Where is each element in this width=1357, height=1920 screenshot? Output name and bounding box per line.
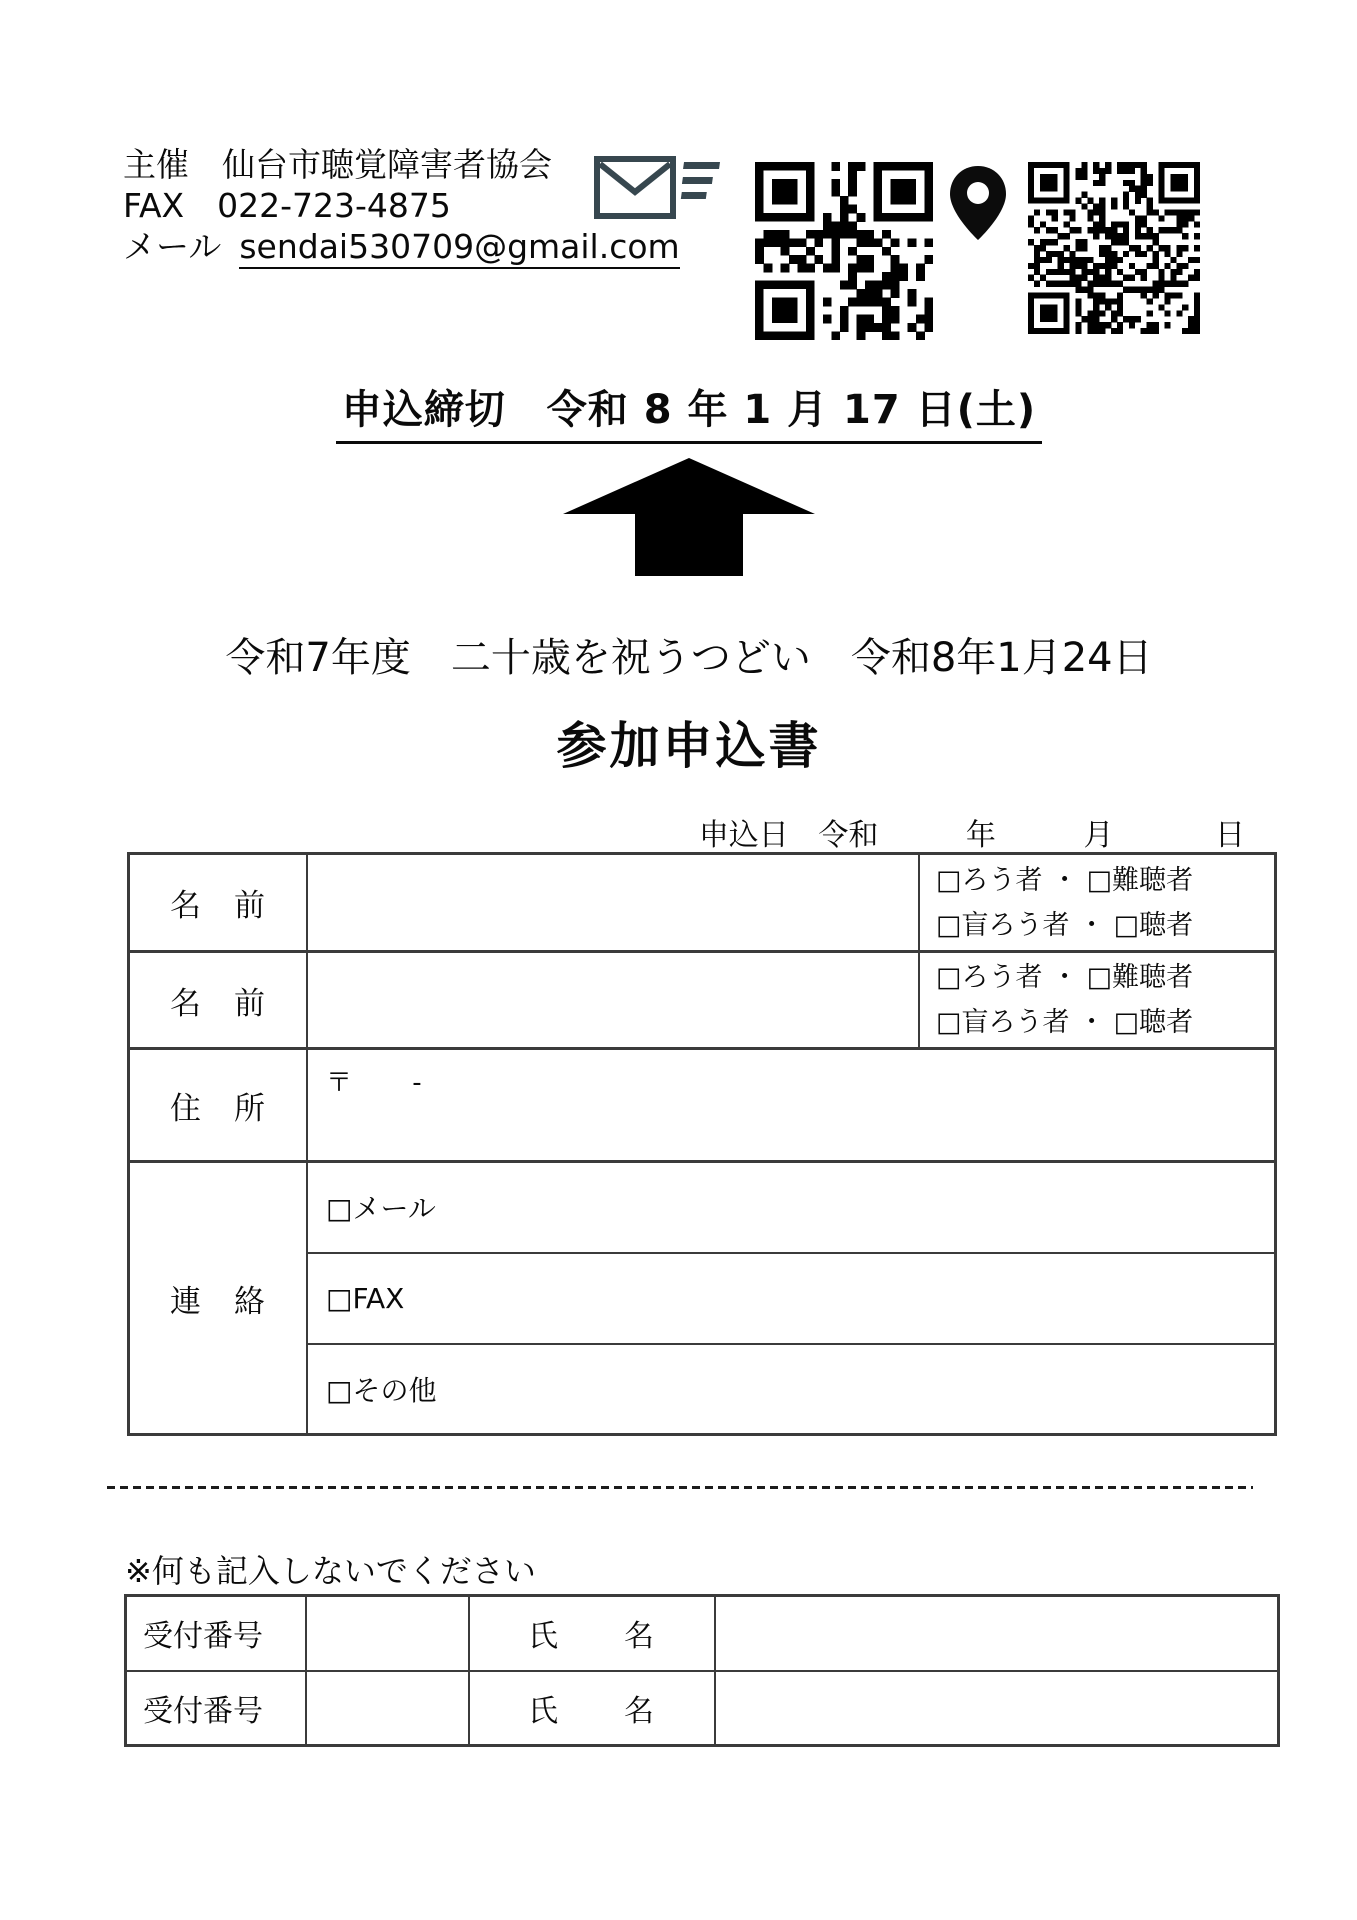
postal-mark: 〒 (326, 1068, 353, 1098)
staff-row-1 (126, 1596, 1279, 1671)
map-qr-code (1028, 162, 1200, 334)
staff-name-label-2: 氏 名 (469, 1671, 715, 1746)
address-row (129, 1049, 1276, 1162)
staff-only-note: ※何も記入しないでください (125, 1552, 536, 1590)
contact-option-fax: □FAX (307, 1253, 1276, 1344)
reception-number-label-1: 受付番号 (126, 1596, 307, 1671)
up-arrow (563, 458, 815, 576)
contact-row-mail (129, 1162, 1276, 1253)
staff-row-2 (126, 1671, 1279, 1746)
reception-number-label-2: 受付番号 (126, 1671, 307, 1746)
page-content (123, 0, 1251, 1920)
reception-number-cell-2 (306, 1671, 469, 1746)
location-pin-icon (947, 164, 1009, 242)
contact-option-mail: □メール (307, 1162, 1276, 1253)
mail-address-link[interactable]: sendai530709@gmail.com (239, 227, 679, 269)
event-title-line: 令和7年度 二十歳を祝うつどい 令和8年1月24日 (225, 635, 1153, 681)
month-label: 月 (1083, 818, 1114, 853)
name-label-1: 名 前 (129, 854, 308, 952)
address-label: 住 所 (129, 1049, 308, 1162)
era-label: 令和 (818, 818, 879, 853)
address-input-cell (307, 1049, 1276, 1162)
year-label: 年 (965, 818, 996, 853)
deadline-heading (127, 378, 1251, 444)
name-label-2: 名 前 (129, 952, 308, 1049)
mail-line (123, 226, 680, 267)
staff-name-cell-1 (715, 1596, 1279, 1671)
contact-label: 連 絡 (129, 1162, 308, 1435)
staff-name-label-1: 氏 名 (469, 1596, 715, 1671)
hearing-options-line1: □ろう者 ・ □難聴者 (936, 864, 1194, 896)
application-date-line (699, 810, 1245, 854)
name-input-cell-1 (307, 854, 919, 952)
staff-name-cell-2 (715, 1671, 1279, 1746)
contact-option-other: □その他 (307, 1344, 1276, 1435)
application-form-table (127, 852, 1277, 1436)
email-qr-code (755, 162, 933, 340)
mail-label: メール (123, 227, 222, 266)
organizer-line: 主催 仙台市聴覚障害者協会 (123, 145, 552, 184)
name-input-cell-2 (307, 952, 919, 1049)
deadline-text: 申込締切 令和 8 年 1 月 17 日(土) (336, 378, 1042, 444)
hearing-options-line1: □ろう者 ・ □難聴者 (936, 962, 1194, 993)
name-row-1 (129, 854, 1276, 952)
cut-separator-line (107, 1486, 1253, 1489)
hearing-type-options-1 (919, 854, 1276, 952)
name-row-2 (129, 952, 1276, 1049)
fax-line: FAX 022-723-4875 (123, 186, 451, 225)
hearing-type-options-2 (919, 952, 1276, 1049)
reception-number-cell-1 (306, 1596, 469, 1671)
application-date-label: 申込日 (698, 818, 789, 853)
hearing-options-line2: □盲ろう者 ・ □聴者 (936, 1007, 1194, 1038)
send-email-icon (593, 154, 725, 222)
staff-table (124, 1594, 1280, 1747)
day-label: 日 (1215, 818, 1245, 853)
form-title: 参加申込書 (556, 717, 822, 775)
hearing-options-line2: □盲ろう者 ・ □聴者 (936, 909, 1194, 941)
postal-separator: - (412, 1068, 422, 1098)
